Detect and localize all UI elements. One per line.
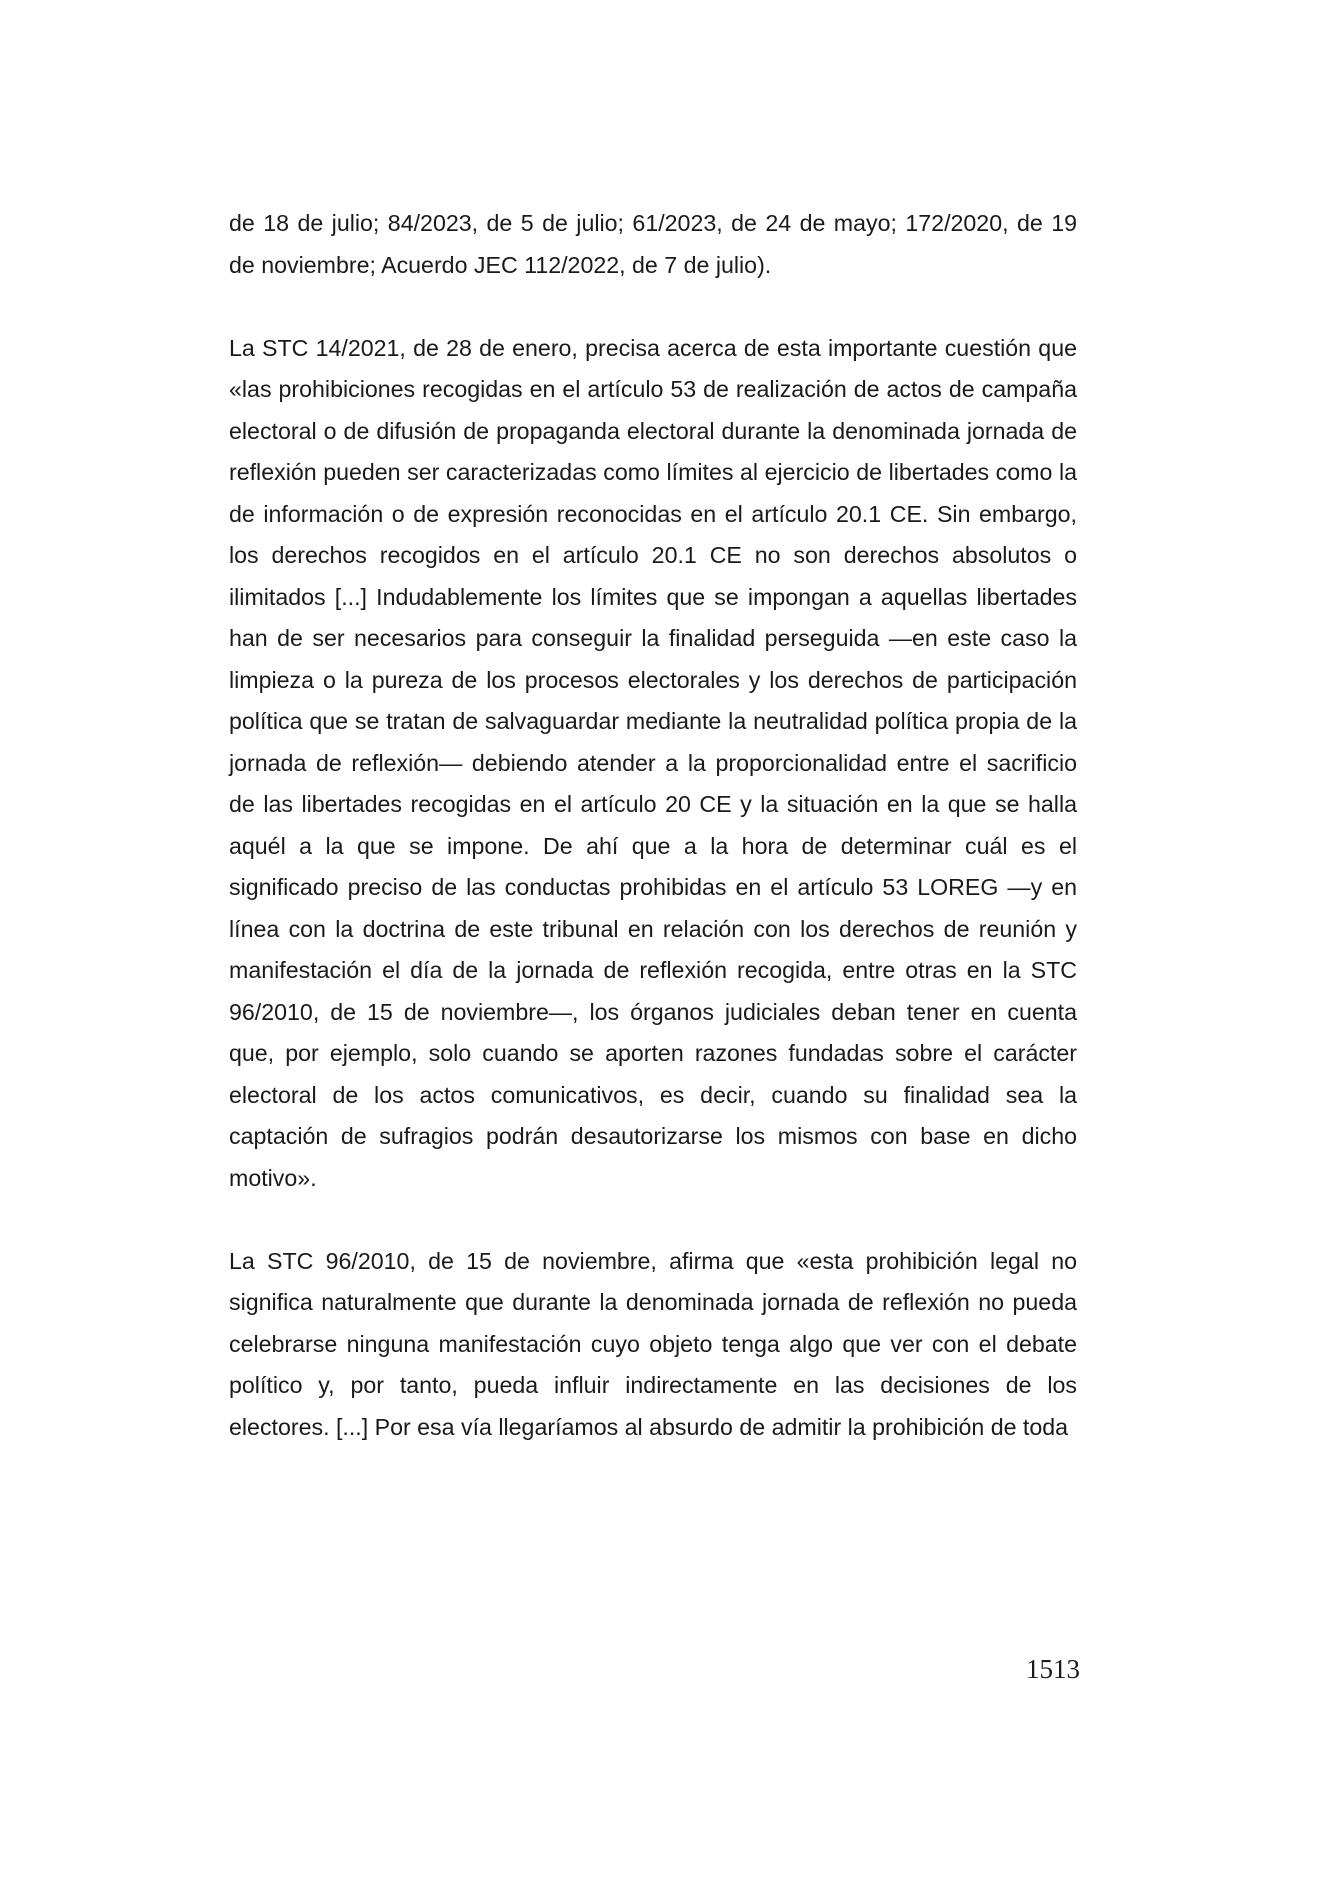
- paragraph-citations-continuation: de 18 de julio; 84/2023, de 5 de julio; 61/2023, de 24 de mayo; 172/2020, de 19 de noviembre; Acuerdo JEC 112/2022, de 7 de julio).: [229, 210, 1077, 278]
- paragraph-stc-96-2010: La STC 96/2010, de 15 de noviembre, afirma que «esta prohibición legal no significa naturalmente que durante la denominada jornada de reflexión no pueda celebrarse ninguna manifestación cuyo objeto tenga algo que ver con el debate político y, por tanto, pueda influir indirectamente en las decisiones de los electores. [...] Por esa vía llegaríamos al absurdo de admitir la prohibición de toda: [229, 1247, 1077, 1440]
- body-text: [229, 203, 1077, 1448]
- paragraph-stc-14-2021: La STC 14/2021, de 28 de enero, precisa acerca de esta importante cuestión que «las prohibiciones recogidas en el artículo 53 de realización de actos de campaña electoral o de difusión de propaganda electoral durante la denominada jornada de reflexión pueden ser caracterizadas como límites al ejercicio de libertades como la de información o de expresión reconocidas en el artículo 20.1 CE. Sin embargo, los derechos recogidos en el artículo 20.1 CE no son derechos absolutos o ilimitados [...] Indudablemente los límites que se impongan a aquellas libertades han de ser necesarios para conseguir la finalidad perseguida —en este caso la limpieza o la pureza de los procesos electorales y los derechos de participación política que se tratan de salvaguardar mediante la neutralidad política propia de la jornada de reflexión— debiendo atender a la proporcionalidad entre el sacrificio de las libertades recogidas en el artículo 20 CE y la situación en la que se halla aquél a la que se impone. De ahí que a la hora de determinar cuál es el significado preciso de las conductas prohibidas en el artículo 53 LOREG —y en línea con la doctrina de este tribunal en relación con los derechos de reunión y manifestación el día de la jornada de reflexión recogida, entre otras en la STC 96/2010, de 15 de noviembre—, los órganos judiciales deban tener en cuenta que, por ejemplo, solo cuando se aporten razones fundadas sobre el carácter electoral de los actos comunicativos, es decir, cuando su finalidad sea la captación de sufragios podrán desautorizarse los mismos con base en dicho motivo».: [229, 334, 1077, 1191]
- page-number: 1513: [1026, 1654, 1080, 1684]
